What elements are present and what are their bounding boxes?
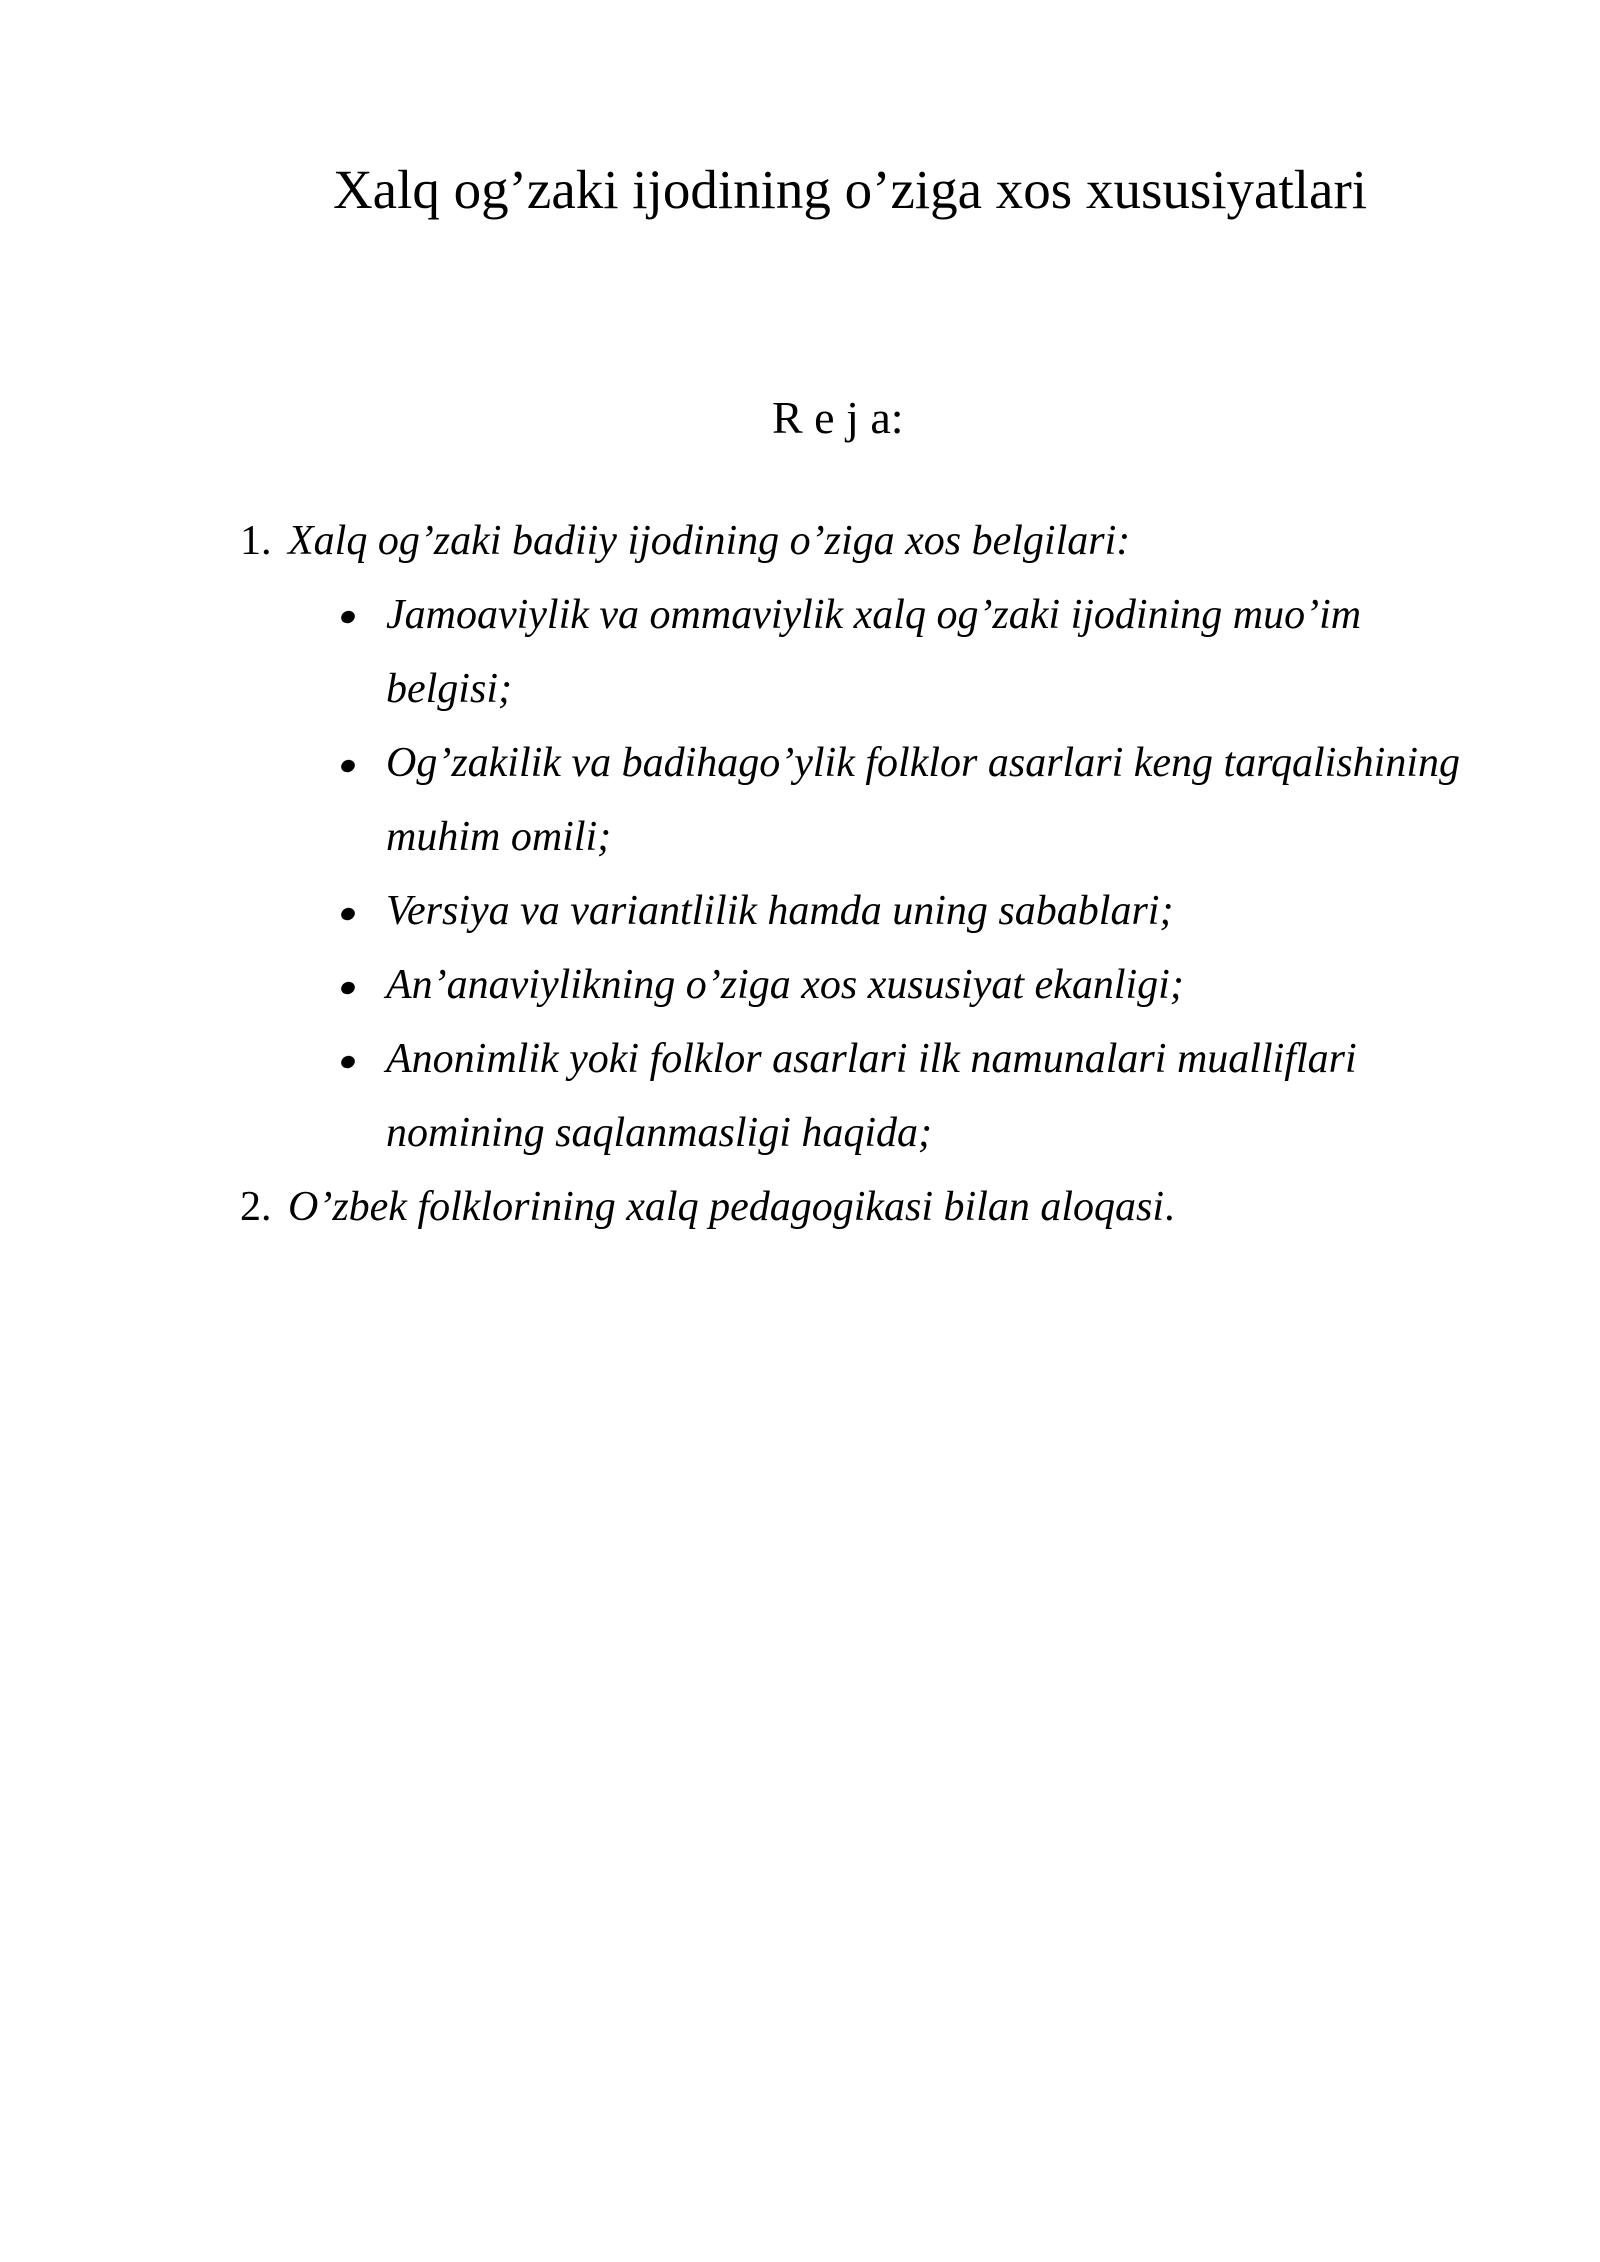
sub-item-text: muhim omili; [386,814,612,860]
sub-item-text: belgisi; [386,666,512,712]
plan-heading: R e j a: [772,392,904,443]
plan-item-period: . [1164,1184,1175,1230]
sub-item-text: Anonimlik yoki folklor asarlari ilk namunalari mualliflari [386,1036,1357,1082]
sub-item-text: nomining saqlanmasligi haqida; [386,1110,933,1156]
plan-item-number: 1. [240,518,272,564]
sub-item-text: Og’zakilik va badihago’ylik folklor asarlari keng tarqalishining [386,740,1460,786]
plan-item-number: 2. [240,1184,272,1230]
bullet-icon [339,609,357,626]
bullet-icon [339,906,357,923]
plan-item-text: Xalq og’zaki badiiy ijodining o’ziga xos belgilari: [288,518,1131,564]
bullet-icon [339,980,357,997]
sub-item-text: An’anaviylikning o’ziga xos xususiyat ekanligi; [386,962,1184,1008]
bullet-icon [339,1054,357,1071]
sub-item-text: Versiya va variantlilik hamda uning sabablari; [386,888,1174,934]
bullet-icon [339,758,357,775]
sub-item-text: Jamoaviylik va ommaviylik xalq og’zaki ijodining muo’im [386,592,1362,638]
document-title: Xalq og’zaki ijodining o’ziga xos xususiyatlari [332,159,1368,220]
plan-item-text-body: O’zbek folklorining xalq pedagogikasi bilan aloqasi [288,1184,1165,1230]
plan-item-text [288,1182,1175,1232]
